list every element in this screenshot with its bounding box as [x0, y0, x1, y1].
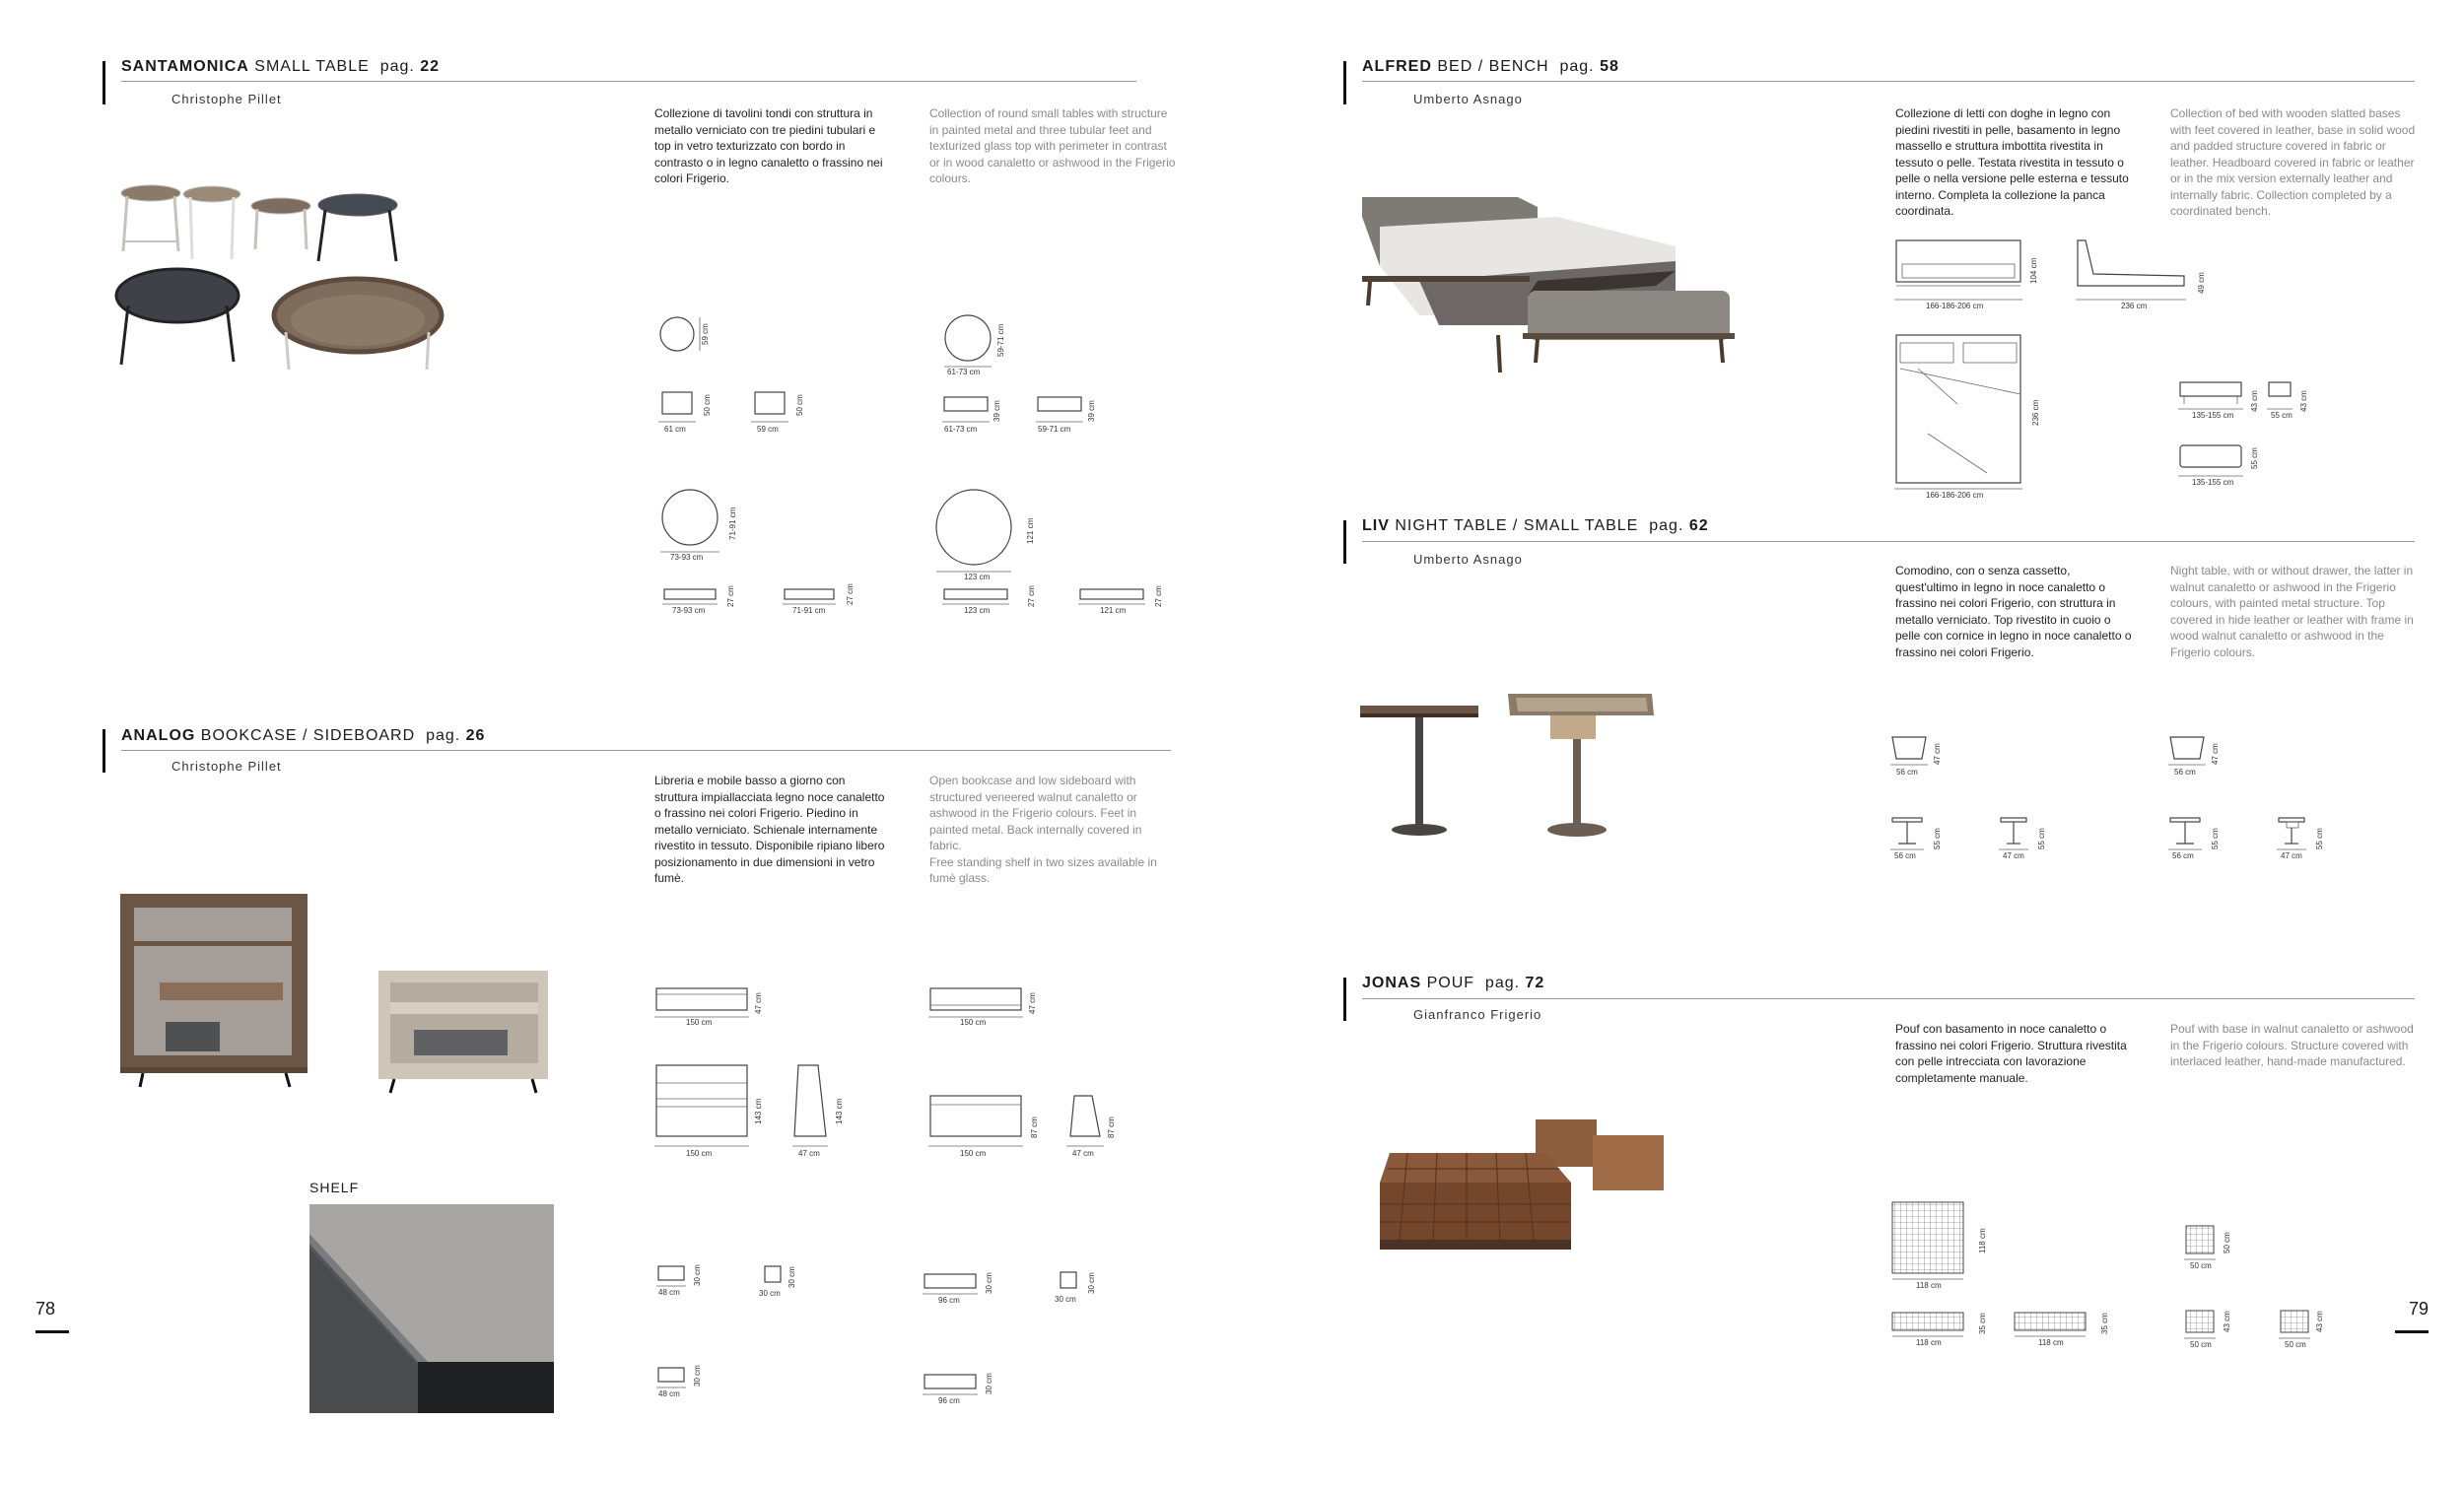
svg-text:47 cm: 47 cm: [1028, 992, 1037, 1014]
svg-text:47 cm: 47 cm: [798, 1149, 820, 1158]
designer-name: Gianfranco Frigerio: [1413, 1007, 1542, 1022]
svg-text:135-155 cm: 135-155 cm: [2192, 411, 2234, 420]
page-number-left: 78: [35, 1299, 56, 1319]
svg-text:143 cm: 143 cm: [835, 1098, 844, 1124]
svg-text:121 cm: 121 cm: [1100, 606, 1127, 615]
svg-text:50 cm: 50 cm: [795, 394, 804, 416]
analog-title: ANALOG BOOKCASE / SIDEBOARD pag. 26: [121, 727, 486, 744]
dim-label: 61 cm: [664, 425, 686, 434]
svg-text:50 cm: 50 cm: [2285, 1340, 2306, 1349]
svg-text:87 cm: 87 cm: [1030, 1117, 1039, 1138]
svg-text:43 cm: 43 cm: [2299, 390, 2308, 412]
svg-text:56 cm: 56 cm: [1894, 851, 1916, 860]
section-marker: [1343, 520, 1346, 564]
svg-text:55 cm: 55 cm: [2271, 411, 2293, 420]
svg-text:135-155 cm: 135-155 cm: [2192, 478, 2234, 487]
designer-name: Umberto Asnago: [1413, 92, 1523, 106]
jonas-title: JONAS POUF pag. 72: [1362, 975, 1545, 991]
shelf-detail-image: [309, 1204, 554, 1413]
svg-text:47 cm: 47 cm: [2003, 851, 2024, 860]
description-en: Pouf with base in walnut canaletto or ashwood in the Frigerio colours. Structure covered with interlaced leather, hand-made manufactured.: [2170, 1022, 2414, 1068]
dim-label: 59 cm: [701, 323, 710, 345]
svg-text:71-91 cm: 71-91 cm: [728, 507, 737, 540]
svg-text:73-93 cm: 73-93 cm: [672, 606, 706, 615]
section-marker: [1343, 978, 1346, 1021]
section-rule: [121, 750, 1171, 751]
svg-text:123 cm: 123 cm: [964, 573, 991, 581]
description-en: Collection of round small tables with structure in painted metal and three tubular feet and texturized glass top with perimeter in contrast or in wood canaletto or ashwood in the Frigerio colours.: [929, 106, 1176, 185]
svg-text:96 cm: 96 cm: [938, 1396, 960, 1405]
description-en: Open bookcase and low sideboard with structured veneered walnut canaletto or ashwood in the Frigerio colours. Feet in painted metal. Back internally covered in fabric. Free standing shelf in two sizes available in fumè glass.: [929, 774, 1157, 885]
svg-text:47 cm: 47 cm: [754, 992, 763, 1014]
svg-text:118 cm: 118 cm: [1916, 1281, 1942, 1290]
santamonica-drawings: [650, 305, 1183, 631]
svg-text:56 cm: 56 cm: [2174, 768, 2196, 777]
santamonica-product-image: [113, 172, 527, 370]
liv-product-image: [1358, 690, 1664, 857]
svg-text:27 cm: 27 cm: [726, 585, 735, 607]
svg-text:59-71 cm: 59-71 cm: [996, 323, 1005, 357]
description-en: Night table, with or without drawer, the latter in walnut canaletto or ashwood in the Frigerio colours, with painted metal structure. Top covered in hide leather or leather with frame in wood walnut canaletto or ashwood in the Frigerio colours.: [2170, 564, 2414, 659]
svg-text:30 cm: 30 cm: [693, 1365, 702, 1387]
svg-text:55 cm: 55 cm: [1933, 828, 1942, 849]
alfred-title: ALFRED BED / BENCH pag. 58: [1362, 58, 1619, 75]
description-it: Pouf con basamento in noce canaletto o frassino nei colori Frigerio. Struttura rivestita con pelle intrecciata con lavorazione completamente manuale.: [1895, 1022, 2127, 1085]
svg-text:55 cm: 55 cm: [2037, 828, 2046, 849]
svg-text:96 cm: 96 cm: [938, 1296, 960, 1305]
svg-text:30 cm: 30 cm: [1055, 1295, 1076, 1304]
santamonica-title: SANTAMONICA SMALL TABLE pag. 22: [121, 58, 441, 75]
shelf-label: SHELF: [309, 1180, 360, 1195]
svg-text:61-73 cm: 61-73 cm: [947, 368, 981, 376]
svg-text:56 cm: 56 cm: [2172, 851, 2194, 860]
svg-text:150 cm: 150 cm: [960, 1018, 987, 1027]
designer-name: Christophe Pillet: [171, 92, 282, 106]
svg-text:59 cm: 59 cm: [757, 425, 779, 434]
analog-drawings: [650, 981, 1202, 1414]
svg-text:56 cm: 56 cm: [1896, 768, 1918, 777]
section-rule: [1362, 541, 2415, 542]
description-it: Libreria e mobile basso a giorno con struttura impiallacciata legno noce canaletto o frassino nei colori Frigerio. Piedino in metallo verniciato. Schienale internamente rivestito in tessuto. Disponibile ripiano libero posizionamento in due dimensioni in vetro fumè.: [654, 774, 885, 885]
section-marker: [1343, 61, 1346, 104]
section-rule: [1362, 998, 2415, 999]
section-rule: [121, 81, 1136, 82]
svg-text:236 cm: 236 cm: [2031, 399, 2040, 426]
liv-drawings: [1888, 729, 2322, 867]
svg-text:236 cm: 236 cm: [2121, 302, 2148, 310]
designer-name: Christophe Pillet: [171, 759, 282, 774]
svg-text:61-73 cm: 61-73 cm: [944, 425, 978, 434]
svg-text:47 cm: 47 cm: [2281, 851, 2302, 860]
designer-name: Umberto Asnago: [1413, 552, 1523, 567]
svg-text:118 cm: 118 cm: [1916, 1338, 1942, 1347]
svg-text:123 cm: 123 cm: [964, 606, 991, 615]
page-number-bar: [35, 1330, 69, 1333]
svg-text:150 cm: 150 cm: [686, 1018, 713, 1027]
svg-text:166-186-206 cm: 166-186-206 cm: [1926, 302, 1984, 310]
svg-text:71-91 cm: 71-91 cm: [792, 606, 826, 615]
svg-text:30 cm: 30 cm: [787, 1266, 796, 1288]
page-number-right: 79: [2409, 1299, 2430, 1319]
svg-text:30 cm: 30 cm: [985, 1272, 993, 1294]
svg-text:35 cm: 35 cm: [2100, 1313, 2109, 1334]
section-marker: [103, 61, 105, 104]
svg-text:30 cm: 30 cm: [759, 1289, 781, 1298]
svg-text:55 cm: 55 cm: [2250, 447, 2259, 469]
analog-product-image: [118, 892, 562, 1099]
svg-text:47 cm: 47 cm: [1072, 1149, 1094, 1158]
svg-text:48 cm: 48 cm: [658, 1389, 680, 1398]
svg-text:104 cm: 104 cm: [2029, 257, 2038, 284]
svg-text:35 cm: 35 cm: [1978, 1313, 1987, 1334]
svg-text:47 cm: 47 cm: [1933, 743, 1942, 765]
svg-text:59-71 cm: 59-71 cm: [1038, 425, 1071, 434]
description-en: Collection of bed with wooden slatted bases with feet covered in leather, base in solid wood and padded structure covered in fabric or leather. Headboard covered in fabric or leather or in the mix version externally leather and internally fabric. Collection completed by a coordinated bench.: [2170, 106, 2416, 218]
svg-text:118 cm: 118 cm: [2038, 1338, 2064, 1347]
svg-text:50 cm: 50 cm: [2190, 1261, 2212, 1270]
svg-text:43 cm: 43 cm: [2315, 1311, 2324, 1332]
svg-text:49 cm: 49 cm: [2197, 272, 2206, 294]
svg-text:39 cm: 39 cm: [1087, 400, 1096, 422]
svg-text:150 cm: 150 cm: [686, 1149, 713, 1158]
svg-text:73-93 cm: 73-93 cm: [670, 553, 704, 562]
svg-text:30 cm: 30 cm: [693, 1264, 702, 1286]
alfred-drawings: [1888, 237, 2308, 503]
jonas-drawings: [1888, 1192, 2324, 1350]
svg-text:27 cm: 27 cm: [1027, 585, 1036, 607]
description-it: Collezione di tavolini tondi con struttura in metallo verniciato con tre piedini tubulari e top in vetro texturizzato con bordo in contrasto o in legno canaletto o frassino nei colori Frigerio.: [654, 106, 883, 185]
svg-text:118 cm: 118 cm: [1978, 1228, 1987, 1253]
section-marker: [103, 729, 105, 773]
svg-text:143 cm: 143 cm: [754, 1098, 763, 1124]
svg-text:27 cm: 27 cm: [846, 583, 855, 605]
svg-text:87 cm: 87 cm: [1107, 1117, 1116, 1138]
svg-text:30 cm: 30 cm: [985, 1373, 993, 1394]
svg-text:30 cm: 30 cm: [1087, 1272, 1096, 1294]
description-it: Collezione di letti con doghe in legno con piedini rivestiti in pelle, basamento in legno massello e struttura imbottita rivestita in tessuto o pelle. Testata rivestita in tessuto o pelle o nella versione pelle esterna e tessuto interno. Completa la collezione la panca coordinata.: [1895, 106, 2129, 218]
alfred-product-image: [1360, 187, 1754, 374]
svg-text:50 cm: 50 cm: [2190, 1340, 2212, 1349]
svg-text:166-186-206 cm: 166-186-206 cm: [1926, 491, 1984, 500]
svg-text:39 cm: 39 cm: [992, 400, 1001, 422]
svg-text:50 cm: 50 cm: [703, 394, 712, 416]
svg-text:121 cm: 121 cm: [1026, 517, 1035, 544]
svg-text:48 cm: 48 cm: [658, 1288, 680, 1297]
jonas-product-image: [1378, 1114, 1674, 1256]
svg-text:150 cm: 150 cm: [960, 1149, 987, 1158]
svg-text:47 cm: 47 cm: [2211, 743, 2220, 765]
section-rule: [1362, 81, 2415, 82]
liv-title: LIV NIGHT TABLE / SMALL TABLE pag. 62: [1362, 517, 1709, 534]
description-it: Comodino, con o senza cassetto, quest'ultimo in legno in noce canaletto o frassino nei colori Frigerio, con struttura in metallo verniciato. Top rivestito in cuoio o pelle con cornice in legno in noce canaletto o frassino nei colori Frigerio.: [1895, 564, 2132, 659]
svg-text:27 cm: 27 cm: [1154, 585, 1163, 607]
svg-text:43 cm: 43 cm: [2250, 390, 2259, 412]
svg-text:43 cm: 43 cm: [2223, 1311, 2231, 1332]
svg-text:55 cm: 55 cm: [2211, 828, 2220, 849]
svg-text:55 cm: 55 cm: [2315, 828, 2324, 849]
page-number-bar: [2395, 1330, 2429, 1333]
svg-text:50 cm: 50 cm: [2223, 1232, 2231, 1253]
